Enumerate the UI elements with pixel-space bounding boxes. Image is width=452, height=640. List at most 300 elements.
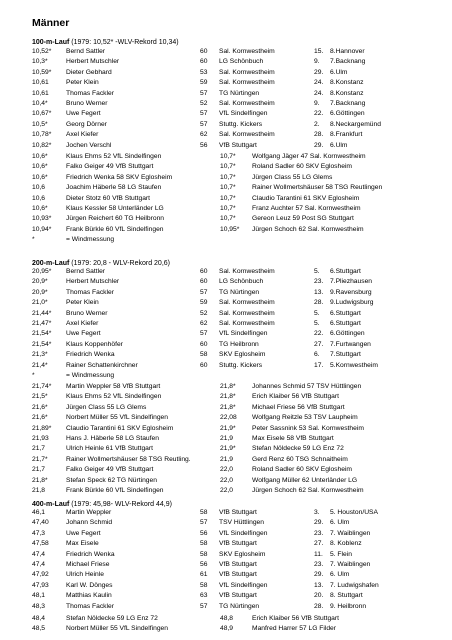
result-time: 10,7* xyxy=(220,163,236,171)
birth-year: 60 xyxy=(200,340,208,348)
athlete-name: Matthias Kaulin xyxy=(66,592,112,600)
athlete-entry: Gerd Renz 60 TSG Schnaitheim xyxy=(252,455,348,463)
date-day: 29. xyxy=(314,571,324,579)
athlete-name: Peter Klein xyxy=(66,79,99,87)
result-time: 46,1 xyxy=(32,509,46,516)
date-place: 7. Ludwigshafen xyxy=(330,581,379,589)
date-day: 23. xyxy=(314,560,324,568)
date-place: 6.Ulm xyxy=(330,141,348,149)
athlete-name: Axel Kiefer xyxy=(66,319,99,327)
result-pair-row xyxy=(32,173,442,183)
result-time: 21,8* xyxy=(32,476,48,484)
result-row xyxy=(32,539,442,549)
date-day: 17. xyxy=(314,361,324,369)
athlete-entry: Franz Auchter 57 Sal. Kornwestheim xyxy=(252,204,361,212)
club-name: TSV Hüttlingen xyxy=(219,519,264,527)
result-time: 21,8 xyxy=(32,486,46,494)
date-place: 7.Backnang xyxy=(330,58,366,66)
club-name: Sal. Kornwestheim xyxy=(219,99,275,107)
athlete-entry: Frank Bürkle 60 VfL Sindelfingen xyxy=(66,225,164,233)
result-time: * xyxy=(32,236,35,244)
club-name: VfL Sindelfingen xyxy=(219,529,268,537)
athlete-name: Martin Weppler xyxy=(66,509,112,516)
club-name: VfB Stuttgart xyxy=(219,571,257,579)
athlete-name: Michael Friese xyxy=(66,560,110,568)
result-row xyxy=(32,581,442,591)
date-day: 24. xyxy=(314,89,324,97)
club-name: Sal. Kornwestheim xyxy=(219,131,275,139)
athlete-name: Georg Dörner xyxy=(66,120,107,128)
club-name: Stuttg. Kickers xyxy=(219,120,263,128)
result-time: 21,8* xyxy=(220,403,236,411)
club-name: Sal. Kornwestheim xyxy=(219,68,275,76)
result-time: 21,74* xyxy=(32,383,52,390)
athlete-entry: Falko Geiger 49 VfB Stuttgart xyxy=(66,163,154,171)
date-place: 7.Pliezhausen xyxy=(330,278,373,286)
date-place: 7.Furtwangen xyxy=(330,340,371,348)
result-time: * xyxy=(32,371,35,379)
result-time: 22,0 xyxy=(220,476,234,484)
date-day: 24. xyxy=(314,79,324,87)
athlete-entry: Wolfgang Jäger 47 Sal. Kornwestheim xyxy=(252,153,366,160)
result-pair-row xyxy=(32,486,442,496)
result-pair-row xyxy=(32,183,442,193)
date-place: 5. Flein xyxy=(330,550,352,558)
result-row xyxy=(32,591,442,601)
date-place: 8.Konstanz xyxy=(330,89,364,97)
result-row xyxy=(32,602,442,612)
results-list-400m xyxy=(32,508,442,612)
athlete-entry: Jürgen Class 55 LG Glems xyxy=(252,173,333,181)
date-day: 22. xyxy=(314,110,324,118)
result-pair-row xyxy=(32,162,442,172)
athlete-name: Thomas Fackler xyxy=(66,602,114,610)
result-row xyxy=(32,570,442,580)
result-time: 10,82* xyxy=(32,141,52,149)
section-info: (1979: 10,52* -WLV-Rekord 10,34) xyxy=(71,39,179,46)
result-time: 10,7* xyxy=(220,194,236,202)
result-pair-row xyxy=(32,614,442,624)
result-time: 21,9 xyxy=(220,434,234,442)
result-pair-row xyxy=(32,624,442,634)
club-name: TG Nürtingen xyxy=(219,288,260,296)
date-place: 6.Stuttgart xyxy=(330,268,361,275)
club-name: VfL Sindelfingen xyxy=(219,330,268,338)
date-day: 22. xyxy=(314,330,324,338)
result-time: 21,8* xyxy=(220,393,236,401)
birth-year: 62 xyxy=(200,319,208,327)
birth-year: 58 xyxy=(200,351,208,359)
club-name: VfB Stuttgart xyxy=(219,560,257,568)
birth-year: 60 xyxy=(200,58,208,66)
result-time: 48,9 xyxy=(220,625,234,633)
result-row xyxy=(32,361,442,371)
athlete-name: Karl W. Dönges xyxy=(66,581,113,589)
result-row xyxy=(32,309,442,319)
date-day: 29. xyxy=(314,519,324,527)
results-list-200m xyxy=(32,267,442,381)
result-row xyxy=(32,141,442,151)
birth-year: 57 xyxy=(200,602,208,610)
result-time: 10,93* xyxy=(32,215,52,223)
athlete-entry: Norbert Müller 55 VfL Sindelfingen xyxy=(66,414,168,422)
result-time: 47,4 xyxy=(32,550,46,558)
athlete-entry: Klaus Kessler 58 Unterländer LG xyxy=(66,204,164,212)
athlete-entry: Peter Sassnink 53 Sal. Kornwestheim xyxy=(252,424,364,432)
birth-year: 58 xyxy=(200,540,208,548)
club-name: TG Nürtingen xyxy=(219,602,260,610)
date-day: 13. xyxy=(314,288,324,296)
club-name: SKV Eglosheim xyxy=(219,351,266,359)
athlete-entry: Klaus Ehms 52 VfL Sindelfingen xyxy=(66,153,162,160)
birth-year: 61 xyxy=(200,571,208,579)
athlete-name: Rainer Schattenkirchner xyxy=(66,361,138,369)
club-name: Sal. Kornwestheim xyxy=(219,268,275,275)
result-time: 48,8 xyxy=(220,615,234,622)
result-pair-row xyxy=(32,403,442,413)
result-time: 21,8* xyxy=(220,383,236,390)
date-day: 3. xyxy=(314,509,320,516)
result-time: 21,9* xyxy=(220,445,236,453)
result-row xyxy=(32,130,442,140)
result-row xyxy=(32,298,442,308)
athlete-entry: Jürgen Schoch 62 Sal. Kornwestheim xyxy=(252,486,364,494)
result-time: 47,93 xyxy=(32,581,49,589)
club-name: Sal. Kornwestheim xyxy=(219,309,275,317)
athlete-entry: Gereon Leuz 59 Post SG Stuttgart xyxy=(252,215,354,223)
result-time: 10,7* xyxy=(220,215,236,223)
date-day: 27. xyxy=(314,340,324,348)
birth-year: 57 xyxy=(200,330,208,338)
club-name: LG Schönbuch xyxy=(219,278,264,286)
result-time: 21,54* xyxy=(32,340,52,348)
result-time: 48,4 xyxy=(32,615,46,622)
club-name: Sal. Kornwestheim xyxy=(219,319,275,327)
birth-year: 59 xyxy=(200,79,208,87)
date-place: 5. Houston/USA xyxy=(330,509,378,516)
birth-year: 56 xyxy=(200,141,208,149)
result-time: 47,40 xyxy=(32,519,49,527)
date-place: 9. Heilbronn xyxy=(330,602,367,610)
date-day: 5. xyxy=(314,268,320,275)
date-day: 29. xyxy=(314,141,324,149)
athlete-entry: Michael Friese 56 VfB Stuttgart xyxy=(252,403,345,411)
athlete-entry: Jürgen Class 55 LG Glems xyxy=(66,403,147,411)
athlete-name: Klaus Koppenhöfer xyxy=(66,340,123,348)
result-time: 21,3* xyxy=(32,351,48,359)
date-day: 28. xyxy=(314,131,324,139)
athlete-entry: Joachim Häberle 58 LG Staufen xyxy=(66,184,162,192)
result-row xyxy=(32,550,442,560)
result-row xyxy=(32,57,442,67)
date-place: 8.Hannover xyxy=(330,48,365,55)
results-list-100m xyxy=(32,47,442,151)
section-header-400m xyxy=(32,501,172,508)
date-day: 28. xyxy=(314,602,324,610)
result-time: 10,6 xyxy=(32,194,46,202)
result-time: 21,7 xyxy=(32,445,46,453)
date-day: 15. xyxy=(314,48,324,55)
athlete-name: Bruno Werner xyxy=(66,99,108,107)
athlete-entry: Rainer Wollmertshäuser 58 TSG Reutlingen xyxy=(252,184,383,192)
birth-year: 57 xyxy=(200,120,208,128)
result-time: 10,7* xyxy=(220,153,236,160)
page-title: Männer xyxy=(32,17,70,29)
date-place: 6.Stuttgart xyxy=(330,319,361,327)
club-name: Sal. Kornwestheim xyxy=(219,79,275,87)
date-place: 8.Frankfurt xyxy=(330,131,363,139)
birth-year: 52 xyxy=(200,309,208,317)
athlete-entry: Stefan Nöldecke 59 LG Enz 72 xyxy=(252,445,344,453)
date-place: 6. Ulm xyxy=(330,571,350,579)
date-place: 6.Ulm xyxy=(330,68,348,76)
result-time: 47,92 xyxy=(32,571,49,579)
athlete-entry: Claudio Tarantini 61 SKV Eglosheim xyxy=(252,194,360,202)
athlete-name: Axel Kiefer xyxy=(66,131,99,139)
result-time: 21,89* xyxy=(32,424,52,432)
result-row xyxy=(32,529,442,539)
date-day: 11. xyxy=(314,550,323,558)
date-place: 7.Backnang xyxy=(330,99,366,107)
date-day: 20. xyxy=(314,592,324,600)
athlete-entry: Jürgen Schoch 62 Sal. Kornwestheim xyxy=(252,225,364,233)
result-time: 10,6* xyxy=(32,163,48,171)
date-place: 6.Göttingen xyxy=(330,110,365,118)
date-place: 8.Neckargemünd xyxy=(330,120,381,128)
athlete-entry: Rainer Wollmertshäuser 58 TSG Reutling. xyxy=(66,455,191,463)
result-time: 48,5 xyxy=(32,625,46,633)
result-time: 10,61 xyxy=(32,89,49,97)
club-name: VfB Stuttgart xyxy=(219,509,257,516)
result-row xyxy=(32,120,442,130)
athlete-entry: Wolfgang Reitzle 53 TSV Laupheim xyxy=(252,414,358,422)
result-pair-row xyxy=(32,455,442,465)
result-row xyxy=(32,329,442,339)
date-place: 9.Ludwigsburg xyxy=(330,299,374,307)
athlete-entry: Falko Geiger 49 VfB Stuttgart xyxy=(66,466,154,474)
result-row xyxy=(32,371,442,381)
date-place: 9.Ravensburg xyxy=(330,288,372,296)
athlete-name: Herbert Mutschler xyxy=(66,278,120,286)
athlete-entry: Max Eisele 58 VfB Stuttgart xyxy=(252,434,334,442)
date-place: 8. Koblenz xyxy=(330,540,362,548)
athlete-name: Ulrich Heinle xyxy=(66,571,104,579)
athlete-name: Bernd Sattler xyxy=(66,268,106,275)
date-day: 13. xyxy=(314,581,324,589)
athlete-entry: Dieter Stotz 60 VfB Stuttgart xyxy=(66,194,151,202)
club-name: VfL Sindelfingen xyxy=(219,110,268,118)
club-name: TG Nürtingen xyxy=(219,89,260,97)
athlete-name: Jochen Verschl xyxy=(66,141,112,149)
date-day: 23. xyxy=(314,529,324,537)
section-name: 200-m-Lauf xyxy=(32,260,70,267)
birth-year: 60 xyxy=(200,278,208,286)
birth-year: 60 xyxy=(200,361,208,369)
result-pair-row xyxy=(32,434,442,444)
result-pair-row xyxy=(32,235,442,245)
date-place: 6.Stuttgart xyxy=(330,309,361,317)
athlete-name: = Windmessung xyxy=(66,371,115,379)
result-time: 21,5* xyxy=(32,393,48,401)
athlete-entry: Stefan Speck 62 TG Nürtingen xyxy=(66,476,157,484)
result-row xyxy=(32,508,442,518)
result-time: 21,6* xyxy=(32,414,48,422)
result-time: 10,6* xyxy=(32,173,48,181)
result-pair-row xyxy=(32,152,442,162)
date-place: 6.Göttingen xyxy=(330,330,365,338)
result-row xyxy=(32,288,442,298)
date-place: 5.Kornwestheim xyxy=(330,361,378,369)
birth-year: 60 xyxy=(200,268,208,275)
club-name: VfL Sindelfingen xyxy=(219,581,268,589)
results-pairs-200m xyxy=(32,382,442,496)
athlete-entry: Erich Klaiber 56 VfB Stuttgart xyxy=(252,615,339,622)
result-time: 10,6* xyxy=(32,153,48,160)
result-time: 10,94* xyxy=(32,225,52,233)
result-time: 10,5* xyxy=(32,120,48,128)
result-time: 21,47* xyxy=(32,319,52,327)
date-day: 6. xyxy=(314,351,320,359)
club-name: VfB Stuttgart xyxy=(219,592,257,600)
result-time: 22,0 xyxy=(220,466,234,474)
athlete-name: Dieter Gebhard xyxy=(66,68,112,76)
result-pair-row xyxy=(32,444,442,454)
result-row xyxy=(32,267,442,277)
result-time: 10,6* xyxy=(32,204,48,212)
date-day: 5. xyxy=(314,319,320,327)
result-time: 47,4 xyxy=(32,560,46,568)
result-row xyxy=(32,560,442,570)
birth-year: 58 xyxy=(200,581,208,589)
club-name: VfB Stuttgart xyxy=(219,540,257,548)
athlete-name: Uwe Fegert xyxy=(66,330,101,338)
athlete-entry: Roland Sadler 60 SKV Eglosheim xyxy=(252,163,352,171)
birth-year: 53 xyxy=(200,68,208,76)
result-time: 21,4* xyxy=(32,361,48,369)
date-day: 5. xyxy=(314,309,320,317)
birth-year: 57 xyxy=(200,89,208,97)
result-time: 22,08 xyxy=(220,414,237,422)
athlete-entry: Klaus Ehms 52 VfL Sindelfingen xyxy=(66,393,162,401)
result-time: 21,0* xyxy=(32,299,48,307)
birth-year: 57 xyxy=(200,519,208,527)
athlete-entry: Johannes Schmid 57 TSV Hüttlingen xyxy=(252,383,362,390)
athlete-name: Thomas Fackler xyxy=(66,288,114,296)
athlete-entry: Claudio Tarantini 61 SKV Eglosheim xyxy=(66,424,174,432)
birth-year: 57 xyxy=(200,288,208,296)
birth-year: 63 xyxy=(200,592,208,600)
result-row xyxy=(32,518,442,528)
club-name: LG Schönbuch xyxy=(219,58,264,66)
result-time: 10,3* xyxy=(32,58,48,66)
athlete-name: Max Eisele xyxy=(66,540,99,548)
birth-year: 60 xyxy=(200,48,208,55)
result-time: 21,93 xyxy=(32,434,49,442)
birth-year: 58 xyxy=(200,509,208,516)
result-time: 21,44* xyxy=(32,309,52,317)
result-time: 10,52* xyxy=(32,48,52,55)
birth-year: 62 xyxy=(200,131,208,139)
result-pair-row xyxy=(32,476,442,486)
section-name: 400-m-Lauf xyxy=(32,501,70,508)
birth-year: 57 xyxy=(200,110,208,118)
result-time: 48,1 xyxy=(32,592,46,600)
date-place: 7. Waiblingen xyxy=(330,529,371,537)
date-day: 2. xyxy=(314,120,320,128)
date-day: 23. xyxy=(314,278,324,286)
result-time: 20,9* xyxy=(32,278,48,286)
athlete-entry: Norbert Müller 55 VfL Sindelfingen xyxy=(66,625,168,633)
athlete-name: Friedrich Wenka xyxy=(66,550,115,558)
result-row xyxy=(32,99,442,109)
result-time: 10,4* xyxy=(32,99,48,107)
athlete-entry: Friedrich Wenka 58 SKV Eglosheim xyxy=(66,173,173,181)
section-info: (1979: 45,98- WLV-Rekord 44,9) xyxy=(71,501,172,508)
result-time: 47,58 xyxy=(32,540,49,548)
club-name: VfB Stuttgart xyxy=(219,141,257,149)
athlete-name: Uwe Fegert xyxy=(66,110,101,118)
section-header-200m xyxy=(32,260,170,267)
result-time: 21,9* xyxy=(220,424,236,432)
athlete-entry: Stefan Nöldecke 59 LG Enz 72 xyxy=(66,615,158,622)
result-pair-row xyxy=(32,382,442,392)
result-row xyxy=(32,319,442,329)
date-place: 7.Stuttgart xyxy=(330,351,361,359)
result-row xyxy=(32,277,442,287)
result-pair-row xyxy=(32,194,442,204)
club-name: SKV Eglosheim xyxy=(219,550,266,558)
athlete-name: Uwe Fegert xyxy=(66,529,101,537)
club-name: TG Heilbronn xyxy=(219,340,259,348)
athlete-entry: Hans J. Häberle 58 LG Staufen xyxy=(66,434,159,442)
section-name: 100-m-Lauf xyxy=(32,39,70,46)
result-row xyxy=(32,47,442,57)
result-time: 10,6 xyxy=(32,184,46,192)
date-day: 28. xyxy=(314,299,324,307)
date-day: 9. xyxy=(314,58,320,66)
result-time: 21,6* xyxy=(32,403,48,411)
athlete-entry: Manfred Harrer 57 LG Filder xyxy=(252,625,336,633)
date-day: 9. xyxy=(314,99,320,107)
athlete-entry: Jürgen Reichert 60 TG Heilbronn xyxy=(66,215,165,223)
result-row xyxy=(32,109,442,119)
result-time: 21,54* xyxy=(32,330,52,338)
date-place: 6. Ulm xyxy=(330,519,350,527)
birth-year: 56 xyxy=(200,529,208,537)
section-header-100m xyxy=(32,39,179,46)
result-time: 10,7* xyxy=(220,184,236,192)
result-time: 10,59* xyxy=(32,68,52,76)
club-name: Sal. Kornwestheim xyxy=(219,299,275,307)
result-time: 47,3 xyxy=(32,529,46,537)
result-pair-row xyxy=(32,465,442,475)
date-place: 8.Konstanz xyxy=(330,79,364,87)
result-time: 21,9 xyxy=(220,455,234,463)
result-time: 10,67* xyxy=(32,110,52,118)
result-row xyxy=(32,89,442,99)
athlete-name: Bernd Sattler xyxy=(66,48,106,55)
result-pair-row xyxy=(32,413,442,423)
result-time: 20,95* xyxy=(32,268,52,275)
athlete-entry: Erich Klaiber 56 VfB Stuttgart xyxy=(252,393,339,401)
result-time: 10,78* xyxy=(32,131,52,139)
date-day: 27. xyxy=(314,540,324,548)
athlete-name: Peter Klein xyxy=(66,299,99,307)
club-name: Sal. Kornwestheim xyxy=(219,48,275,55)
birth-year: 52 xyxy=(200,99,208,107)
result-time: 10,95* xyxy=(220,225,240,233)
result-time: 22,0 xyxy=(220,486,234,494)
